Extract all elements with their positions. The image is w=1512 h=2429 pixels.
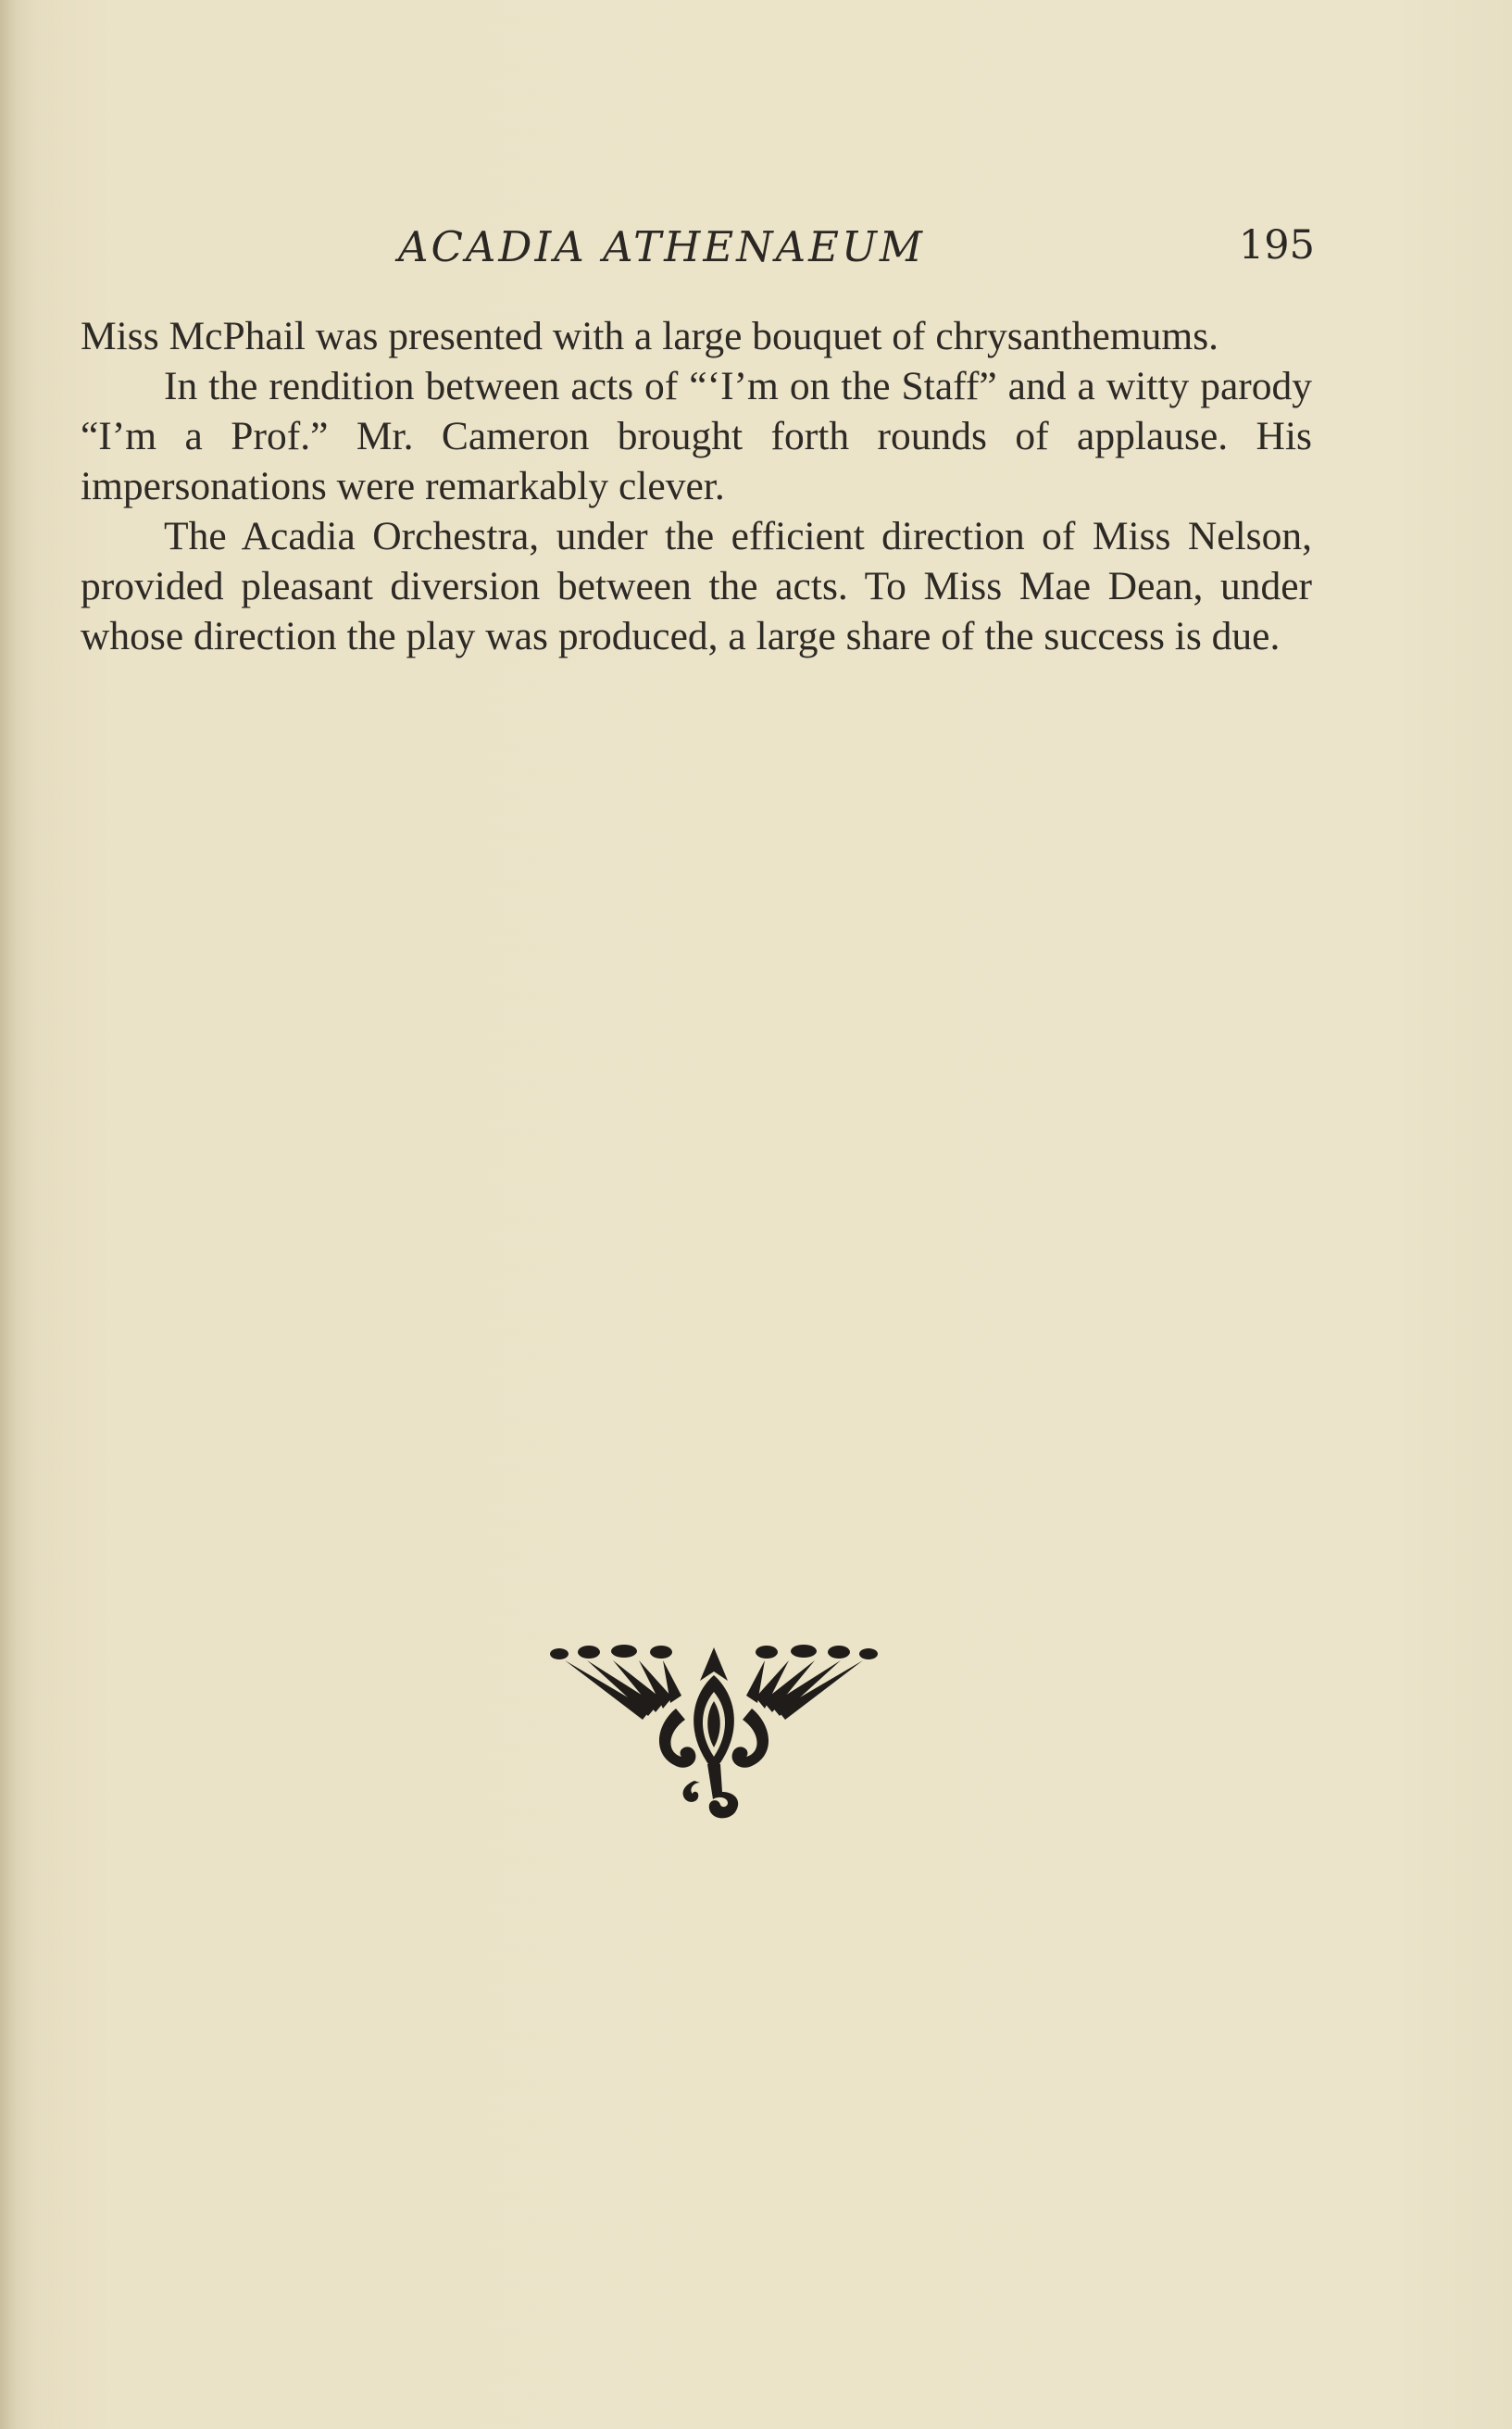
body-text <box>81 311 1312 661</box>
running-title: ACADIA ATHENAEUM <box>398 222 925 271</box>
paragraph-1: Miss McPhail was presented with a large bouquet of chrysanthemums. <box>81 314 1219 358</box>
floral-tailpiece-icon <box>546 1644 881 1820</box>
paragraph-3: The Acadia Orchestra, under the efficient direction of Miss Nelson, provided pleasant diversion between the acts. To Miss Mae Dean, under whose direction the play was produced, a large share of the success is due. <box>81 514 1312 658</box>
running-head <box>0 222 1512 278</box>
paragraph-2: In the rendition between acts of “‘I’m on the Staff” and a witty parody “I’m a Prof.” Mr. Cameron brought forth rounds of applause. His impersonations were remarkably clever. <box>81 364 1312 508</box>
page-number: 195 <box>1238 222 1315 269</box>
